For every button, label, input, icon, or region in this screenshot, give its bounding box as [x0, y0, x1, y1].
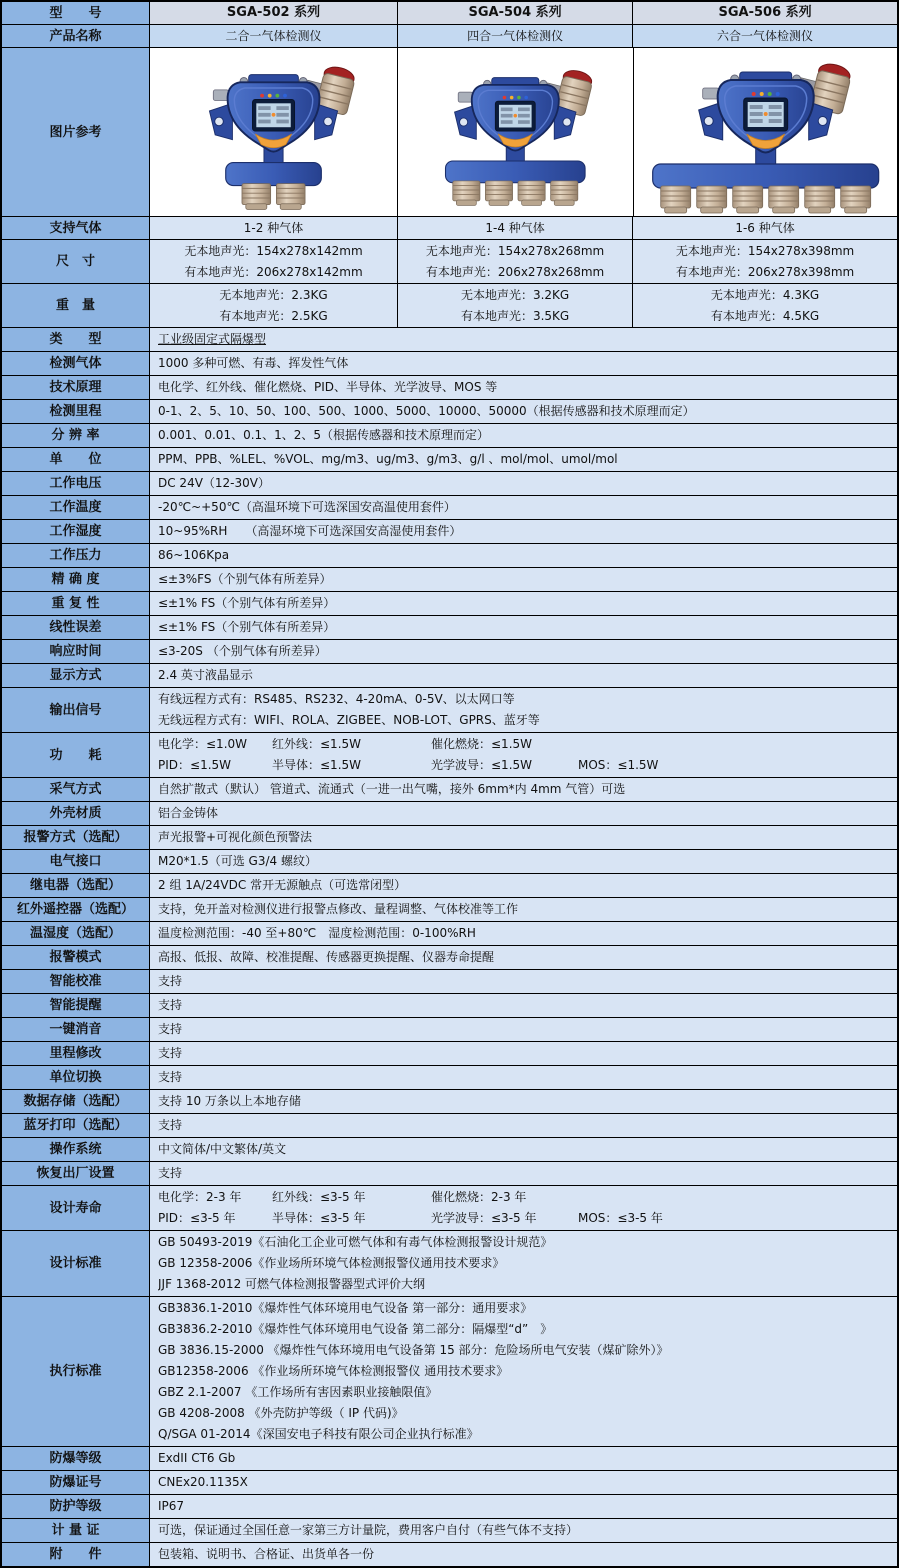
spec-value-cell: [150, 496, 897, 519]
value-text: 无本地声光：4.3KG: [710, 288, 820, 302]
table-row: [2, 495, 897, 519]
side-fitting: [702, 88, 718, 99]
sensor-probe: [768, 186, 798, 213]
table-row: [2, 1113, 897, 1137]
spec-value-line: 高报、低报、故障、校准提醒、传感器更换提醒、仪器寿命提醒: [158, 950, 495, 964]
table-row: [2, 825, 897, 849]
spec-value-line: 支持: [158, 974, 183, 988]
row-label: 图片参考: [2, 48, 150, 216]
row-label: 输出信号: [2, 688, 150, 732]
row-values: [150, 48, 897, 216]
row-label: 数据存储（选配）: [2, 1090, 150, 1113]
spec-value-line: 支持: [158, 1046, 183, 1060]
sensor-probe: [732, 186, 762, 213]
table-row: [2, 993, 897, 1017]
spec-value-cell: [150, 1018, 897, 1041]
spec-value-segment: 红外线：≤3-5 年: [272, 1190, 366, 1204]
sensor-probe: [696, 186, 726, 213]
row-label: 蓝牙打印（选配）: [2, 1114, 150, 1137]
spec-value-segment: PID：≤3-5 年: [158, 1211, 236, 1225]
spec-value-segment: PID：≤1.5W: [158, 758, 232, 772]
table-row: [2, 639, 897, 663]
spec-value-line: 无线远程方式有：WIFI、ROLA、ZIGBEE、NOB-LOT、GPRS、蓝牙等: [158, 713, 540, 727]
spec-value-cell: [150, 1543, 897, 1566]
spec-value-line: 支持: [158, 1166, 183, 1180]
table-row: [2, 519, 897, 543]
spec-value-line: 可选，保证通过全国任意一家第三方计量院，费用客户自付（有些气体不支持）: [158, 1523, 579, 1537]
spec-value-cell: [150, 376, 897, 399]
spec-value-line: GB3836.1-2010《爆炸性气体环境用电气设备 第一部分：通用要求》: [158, 1301, 533, 1315]
sensor-probe: [660, 186, 690, 213]
spec-value-cell: [150, 850, 897, 873]
row-label: 报警模式: [2, 946, 150, 969]
value-text: SGA-506 系列: [718, 5, 812, 20]
spec-value-line: 2 组 1A/24VDC 常开无源触点（可选常闭型）: [158, 878, 407, 892]
spec-value-line: 工业级固定式隔爆型: [158, 332, 267, 346]
value-cell: [633, 284, 897, 327]
row-label: 防爆等级: [2, 1447, 150, 1470]
table-row: [2, 1446, 897, 1470]
spec-value-cell: [150, 1447, 897, 1470]
model-header-cell: [633, 2, 897, 24]
table-row: [2, 1230, 897, 1296]
spec-value-line: PPM、PPB、%LEL、%VOL、mg/m3、ug/m3、g/m3、g/l 、mol/mol、umol/mol: [158, 452, 618, 466]
row-label: 技术原理: [2, 376, 150, 399]
spec-value-cell: [150, 568, 897, 591]
row-label: 工作湿度: [2, 520, 150, 543]
value-text: 四合一气体检测仪: [467, 29, 564, 43]
table-row: [2, 849, 897, 873]
value-cell: [150, 240, 398, 283]
spec-value-line: 支持: [158, 1070, 183, 1084]
row-label: 采气方式: [2, 778, 150, 801]
spec-value-cell: [150, 922, 897, 945]
spec-value-line: 支持: [158, 998, 183, 1012]
row-label: 执行标准: [2, 1297, 150, 1446]
row-label: 精 确 度: [2, 568, 150, 591]
value-text: SGA-504 系列: [468, 5, 562, 20]
spec-value-cell: [150, 1090, 897, 1113]
value-cell: [150, 284, 398, 327]
spec-value-line: GBZ 2.1-2007 《工作场所有害因素职业接触限值》: [158, 1385, 438, 1399]
spec-value-line: 铝合金铸体: [158, 806, 219, 820]
value-text: 有本地声光：3.5KG: [460, 309, 570, 323]
spec-value-line: ≤±1% FS（个别气体有所差异）: [158, 620, 336, 634]
row-label: 智能校准: [2, 970, 150, 993]
row-values: [150, 2, 897, 24]
value-cell: [398, 284, 633, 327]
table-row: [2, 1089, 897, 1113]
value-text: 无本地声光：154x278x142mm: [184, 244, 363, 258]
model-header-cell: [398, 2, 633, 24]
spec-value-line: DC 24V（12-30V）: [158, 476, 270, 490]
table-row: [2, 1017, 897, 1041]
table-row: [2, 1137, 897, 1161]
gas-detector-image: [638, 50, 893, 214]
row-label: 工作温度: [2, 496, 150, 519]
spec-value-line: 86~106Kpa: [158, 548, 230, 562]
spec-value-cell: [150, 1297, 897, 1446]
table-row: [2, 471, 897, 495]
spec-value-cell: [150, 1186, 897, 1230]
value-text: 有本地声光：4.5KG: [710, 309, 820, 323]
value-cell: [150, 25, 398, 47]
table-row: [2, 423, 897, 447]
sensor-manifold: [446, 161, 586, 183]
spec-value-cell: [150, 1162, 897, 1185]
row-label: 检测气体: [2, 352, 150, 375]
spec-value-cell: [150, 1042, 897, 1065]
table-row: [2, 239, 897, 283]
spec-value-line: GB3836.2-2010《爆炸性气体环境用电气设备 第二部分：隔爆型“d” 》: [158, 1322, 553, 1336]
row-label: 智能提醒: [2, 994, 150, 1017]
spec-value-cell: [150, 688, 897, 732]
spec-value-cell: [150, 328, 897, 351]
spec-value-cell: [150, 472, 897, 495]
spec-value-segment: MOS：≤1.5W: [578, 758, 659, 772]
table-row: [2, 1518, 897, 1542]
spec-value-line: ≤±1% FS（个别气体有所差异）: [158, 596, 336, 610]
row-label: 红外遥控器（选配）: [2, 898, 150, 921]
value-cell: [398, 240, 633, 283]
spec-value-cell: [150, 826, 897, 849]
spec-value-line: 有线远程方式有：RS485、RS232、4-20mA、0-5V、以太网口等: [158, 692, 515, 706]
sensor-manifold: [226, 163, 322, 186]
spec-value-cell: [150, 874, 897, 897]
table-row: [2, 1296, 897, 1446]
spec-value-cell: [150, 1519, 897, 1542]
product-image-cell: [634, 48, 897, 216]
sensor-probe: [485, 181, 512, 205]
sensor-probe: [453, 181, 480, 205]
spec-value-cell: [150, 640, 897, 663]
spec-value-line: -20℃~+50℃（高温环境下可选深国安高温使用套件）: [158, 500, 456, 514]
spec-value-line: GB 50493-2019《石油化工企业可燃气体和有毒气体检测报警设计规范》: [158, 1235, 553, 1249]
row-label: 功 耗: [2, 733, 150, 777]
table-row: [2, 24, 897, 47]
spec-value-line: CNEx20.1135X: [158, 1475, 248, 1489]
spec-value-cell: [150, 778, 897, 801]
sensor-probe: [804, 186, 834, 213]
spec-value-cell: [150, 1495, 897, 1518]
row-values: [150, 217, 897, 239]
spec-value-line: GB 3836.15-2000 《爆炸性气体环境用电气设备第 15 部分：危险场所电气安装（煤矿除外）》: [158, 1343, 669, 1357]
spec-value-cell: [150, 898, 897, 921]
value-text: 无本地声光：2.3KG: [219, 288, 328, 302]
spec-value-segment: 电化学：≤1.0W: [158, 737, 248, 751]
spec-value-line: [158, 734, 889, 755]
spec-value-line: GB 4208-2008 《外壳防护等级（ IP 代码)》: [158, 1406, 404, 1420]
spec-value-segment: MOS：≤3-5 年: [578, 1211, 663, 1225]
spec-value-cell: [150, 424, 897, 447]
row-label: 显示方式: [2, 664, 150, 687]
side-fitting: [458, 92, 473, 102]
row-label: 一键消音: [2, 1018, 150, 1041]
spec-value-segment: 光学波导：≤1.5W: [431, 758, 533, 772]
spec-value-line: 支持 10 万条以上本地存储: [158, 1094, 301, 1108]
value-cell: [633, 25, 897, 47]
row-label: 响应时间: [2, 640, 150, 663]
value-text: 二合一气体检测仪: [225, 29, 322, 43]
table-row: [2, 216, 897, 239]
row-label: 产品名称: [2, 25, 150, 47]
spec-value-cell: [150, 970, 897, 993]
spec-value-cell: [150, 1114, 897, 1137]
row-label: 报警方式（选配）: [2, 826, 150, 849]
row-label: 类 型: [2, 328, 150, 351]
table-row: [2, 399, 897, 423]
table-row: [2, 375, 897, 399]
spec-value-line: 10~95%RH （高湿环境下可选深国安高湿使用套件）: [158, 524, 462, 538]
value-text: 有本地声光：206x278x398mm: [675, 265, 855, 279]
spec-value-line: 声光报警+可视化颜色预警法: [158, 830, 313, 844]
row-label: 防护等级: [2, 1495, 150, 1518]
table-row: [2, 1041, 897, 1065]
spec-value-cell: [150, 520, 897, 543]
spec-value-line: 中文简体/中文繁体/英文: [158, 1142, 287, 1156]
spec-value-line: IP67: [158, 1499, 185, 1513]
spec-value-cell: [150, 1138, 897, 1161]
value-text: SGA-502 系列: [226, 5, 321, 20]
value-text: 有本地声光：206x278x268mm: [425, 265, 605, 279]
table-row: [2, 732, 897, 777]
value-cell: [150, 217, 398, 239]
spec-value-line: 包装箱、说明书、合格证、出货单各一份: [158, 1547, 375, 1561]
spec-value-segment: 催化燃烧：2-3 年: [431, 1190, 527, 1204]
row-values: [150, 25, 897, 47]
table-row: [2, 663, 897, 687]
table-row: [2, 897, 897, 921]
spec-value-segment: 催化燃烧：≤1.5W: [431, 737, 533, 751]
row-label: 支持气体: [2, 217, 150, 239]
row-values: [150, 284, 897, 327]
row-label: 线性误差: [2, 616, 150, 639]
gas-detector-image: [402, 50, 629, 214]
spec-value-line: GB 12358-2006《作业场所环境气体检测报警仪通用技术要求》: [158, 1256, 505, 1270]
table-row: [2, 777, 897, 801]
side-fitting: [213, 90, 228, 101]
row-label: 检测里程: [2, 400, 150, 423]
model-header-cell: [150, 2, 398, 24]
spec-value-line: 0.001、0.01、0.1、1、2、5（根据传感器和技术原理而定）: [158, 428, 490, 442]
table-row: [2, 2, 897, 24]
spec-value-segment: 电化学：2-3 年: [158, 1190, 242, 1204]
spec-value-line: 温度检测范围：-40 至+80℃ 湿度检测范围：0-100%RH: [158, 926, 476, 940]
value-text: 1-4 种气体: [485, 221, 545, 235]
table-row: [2, 327, 897, 351]
spec-value-line: M20*1.5（可选 G3/4 螺纹）: [158, 854, 317, 868]
spec-value-segment: 半导体：≤3-5 年: [272, 1211, 366, 1225]
value-text: 1-6 种气体: [735, 221, 795, 235]
row-label: 分 辨 率: [2, 424, 150, 447]
table-row: [2, 945, 897, 969]
row-label: 计 量 证: [2, 1519, 150, 1542]
spec-value-line: [158, 755, 889, 776]
row-label: 电气接口: [2, 850, 150, 873]
sensor-manifold: [652, 164, 878, 188]
table-row: [2, 47, 897, 216]
table-row: [2, 351, 897, 375]
value-cell: [398, 25, 633, 47]
table-row: [2, 447, 897, 471]
gas-detector-image: [154, 50, 393, 214]
table-row: [2, 591, 897, 615]
product-image-cell: [150, 48, 398, 216]
spec-value-cell: [150, 946, 897, 969]
spec-value-cell: [150, 352, 897, 375]
row-label: 附 件: [2, 1543, 150, 1566]
table-row: [2, 801, 897, 825]
spec-value-line: 2.4 英寸液晶显示: [158, 668, 253, 682]
spec-value-cell: [150, 733, 897, 777]
value-cell: [633, 217, 897, 239]
value-text: 无本地声光：154x278x398mm: [675, 244, 855, 258]
row-values: [150, 240, 897, 283]
value-cell: [633, 240, 897, 283]
table-row: [2, 1161, 897, 1185]
row-label: 设计寿命: [2, 1186, 150, 1230]
row-label: 工作电压: [2, 472, 150, 495]
value-text: 有本地声光：2.5KG: [219, 309, 328, 323]
spec-value-cell: [150, 616, 897, 639]
row-label: 外壳材质: [2, 802, 150, 825]
sensor-probe: [551, 181, 578, 205]
row-label: 型 号: [2, 2, 150, 24]
spec-value-cell: [150, 592, 897, 615]
spec-value-cell: [150, 544, 897, 567]
spec-value-cell: [150, 448, 897, 471]
sensor-probe: [276, 184, 305, 210]
row-label: 防爆证号: [2, 1471, 150, 1494]
product-image-cell: [398, 48, 634, 216]
row-label: 重 量: [2, 284, 150, 327]
row-label: 单 位: [2, 448, 150, 471]
table-row: [2, 283, 897, 327]
spec-value-cell: [150, 1231, 897, 1296]
table-row: [2, 969, 897, 993]
spec-value-segment: 光学波导：≤3-5 年: [431, 1211, 537, 1225]
table-row: [2, 873, 897, 897]
row-label: 尺 寸: [2, 240, 150, 283]
spec-value-line: [158, 1208, 889, 1229]
value-text: 有本地声光：206x278x142mm: [184, 265, 363, 279]
spec-value-line: ≤3-20S （个别气体有所差异）: [158, 644, 327, 658]
row-label: 恢复出厂设置: [2, 1162, 150, 1185]
row-label: 温湿度（选配）: [2, 922, 150, 945]
row-label: 工作压力: [2, 544, 150, 567]
value-text: 无本地声光：3.2KG: [460, 288, 570, 302]
table-row: [2, 1185, 897, 1230]
spec-value-line: 支持，免开盖对检测仪进行报警点修改、量程调整、气体校准等工作: [158, 902, 519, 916]
spec-value-segment: 红外线：≤1.5W: [272, 737, 362, 751]
table-row: [2, 1065, 897, 1089]
spec-value-line: ExdII CT6 Gb: [158, 1451, 236, 1465]
table-row: [2, 1494, 897, 1518]
spec-value-segment: 半导体：≤1.5W: [272, 758, 362, 772]
row-label: 继电器（选配）: [2, 874, 150, 897]
spec-value-cell: [150, 400, 897, 423]
table-row: [2, 567, 897, 591]
spec-value-cell: [150, 802, 897, 825]
value-cell: [398, 217, 633, 239]
row-label: 单位切换: [2, 1066, 150, 1089]
spec-value-cell: [150, 1066, 897, 1089]
spec-value-line: ≤±3%FS（个别气体有所差异）: [158, 572, 332, 586]
spec-value-line: 支持: [158, 1022, 183, 1036]
table-row: [2, 1542, 897, 1566]
spec-value-line: 0-1、2、5、10、50、100、500、1000、5000、10000、50000（根据传感器和技术原理而定）: [158, 404, 695, 418]
spec-value-line: 自然扩散式（默认） 管道式、流通式（一进一出气嘴，接外 6mm*内 4mm 气管）可选: [158, 782, 626, 796]
table-row: [2, 1470, 897, 1494]
sensor-probe: [242, 184, 271, 210]
value-text: 1-2 种气体: [243, 221, 304, 235]
spec-value-cell: [150, 994, 897, 1017]
spec-value-line: [158, 1187, 889, 1208]
value-text: 六合一气体检测仪: [717, 29, 814, 43]
table-row: [2, 921, 897, 945]
row-label: 设计标准: [2, 1231, 150, 1296]
spec-value-line: Q/SGA 01-2014《深国安电子科技有限公司企业执行标准》: [158, 1427, 479, 1441]
value-text: 无本地声光：154x278x268mm: [425, 244, 605, 258]
table-row: [2, 615, 897, 639]
row-label: 重 复 性: [2, 592, 150, 615]
table-row: [2, 687, 897, 732]
spec-value-cell: [150, 1471, 897, 1494]
row-label: 操作系统: [2, 1138, 150, 1161]
spec-value-line: 支持: [158, 1118, 183, 1132]
row-label: 里程修改: [2, 1042, 150, 1065]
table-row: [2, 543, 897, 567]
spec-value-line: 电化学、红外线、催化燃烧、PID、半导体、光学波导、MOS 等: [158, 380, 498, 394]
spec-value-cell: [150, 664, 897, 687]
sensor-probe: [840, 186, 870, 213]
spec-value-line: GB12358-2006 《作业场所环境气体检测报警仪 通用技术要求》: [158, 1364, 509, 1378]
sensor-probe: [518, 181, 545, 205]
spec-value-line: 1000 多种可燃、有毒、挥发性气体: [158, 356, 349, 370]
spec-value-line: JJF 1368-2012 可燃气体检测报警器型式评价大纲: [158, 1277, 426, 1291]
